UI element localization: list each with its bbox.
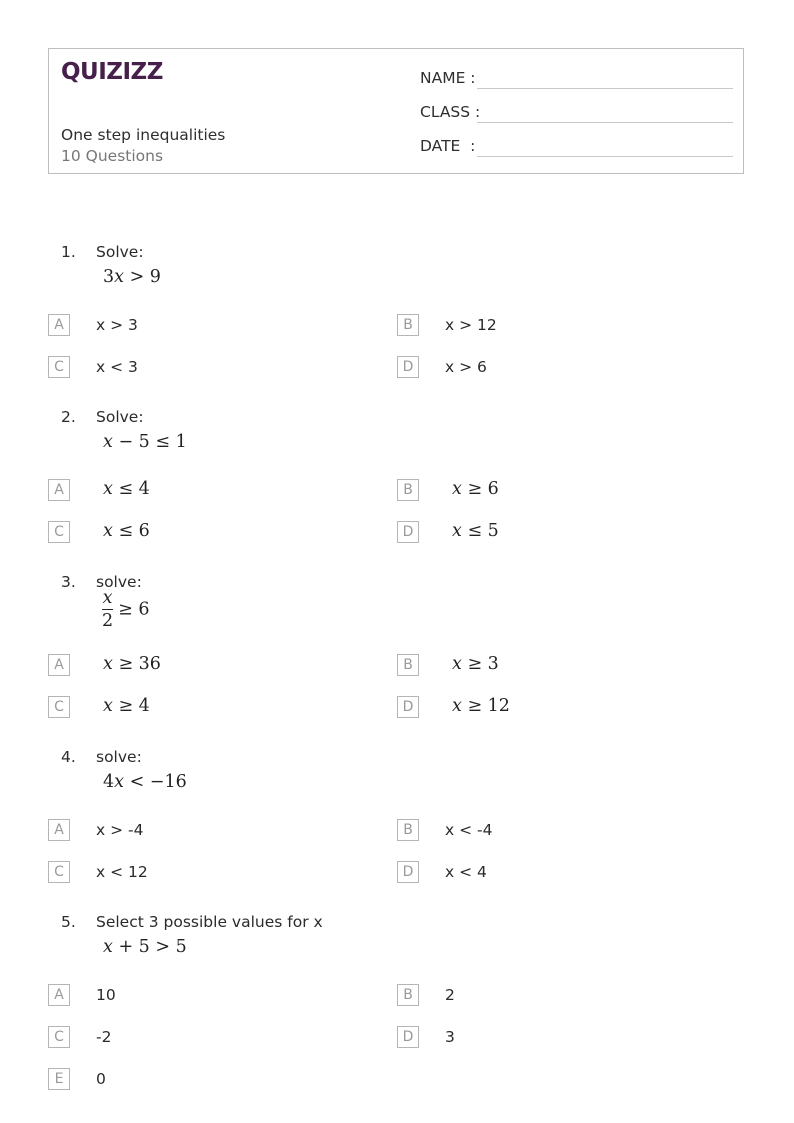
option-letter-box: A [48,479,70,501]
option-letter-box: D [397,861,419,883]
option-letter-box: B [397,479,419,501]
option-letter-box: E [48,1068,70,1090]
date-line[interactable] [477,156,733,157]
question-count: 10 Questions [61,147,164,165]
question-prompt: Solve: [96,243,144,261]
question-expression: x + 5 > 5 [103,937,187,957]
class-line[interactable] [477,122,733,123]
name-line[interactable] [477,88,733,89]
question-number: 3. [61,573,76,591]
option-text: x < 3 [96,358,138,376]
option-letter-box: D [397,356,419,378]
option-letter-box: C [48,521,70,543]
option-expression: x ≤ 4 [103,479,150,499]
name-field[interactable] [420,69,733,93]
date-field[interactable] [420,137,733,161]
option-text: x > 12 [445,316,497,334]
worksheet-header [48,48,744,174]
option-expression: x ≥ 36 [103,654,161,674]
fraction: $\frac{x}{2}$ [102,588,114,631]
option-text: x > -4 [96,821,144,839]
class-label: CLASS : [420,103,481,121]
question-expression: 3x > 9 [103,267,161,287]
option-expression: x ≥ 3 [452,654,499,674]
option-letter-box: C [48,861,70,883]
date-label: DATE : [420,137,476,155]
option-letter-box: B [397,314,419,336]
option-letter-box: D [397,521,419,543]
option-text: x > 3 [96,316,138,334]
option-letter-box: A [48,314,70,336]
option-letter-box: D [397,696,419,718]
option-expression: x ≥ 4 [103,696,150,716]
option-letter-box: C [48,356,70,378]
option-expression: x ≥ 6 [452,479,499,499]
option-expression: x ≤ 6 [103,521,150,541]
question-prompt: Select 3 possible values for x [96,913,323,931]
question-number: 1. [61,243,76,261]
option-text: x < 12 [96,863,148,881]
option-letter-box: B [397,819,419,841]
option-letter-box: D [397,1026,419,1048]
question-expression: $\frac{x}{2}$ ≥ 6 [102,588,150,631]
question-expression: x − 5 ≤ 1 [103,432,187,452]
option-letter-box: C [48,1026,70,1048]
question-number: 2. [61,408,76,426]
question-expression: 4x < −16 [103,772,187,792]
question-prompt: solve: [96,573,142,591]
option-text: 2 [445,986,455,1004]
class-field[interactable] [420,103,733,127]
option-letter-box: B [397,654,419,676]
option-text: x < -4 [445,821,493,839]
option-text: x > 6 [445,358,487,376]
option-text: 0 [96,1070,106,1088]
option-letter-box: C [48,696,70,718]
question-prompt: Solve: [96,408,144,426]
option-expression: x ≥ 12 [452,696,510,716]
worksheet-title: One step inequalities [61,126,226,144]
option-letter-box: A [48,984,70,1006]
question-number: 4. [61,748,76,766]
option-text: x < 4 [445,863,487,881]
option-letter-box: B [397,984,419,1006]
option-letter-box: A [48,819,70,841]
question-prompt: solve: [96,748,142,766]
option-text: 10 [96,986,116,1004]
option-letter-box: A [48,654,70,676]
option-expression: x ≤ 5 [452,521,499,541]
name-label: NAME : [420,69,476,87]
quizizz-logo: QUIZIZZ [61,59,163,85]
option-text: -2 [96,1028,112,1046]
option-text: 3 [445,1028,455,1046]
question-number: 5. [61,913,76,931]
